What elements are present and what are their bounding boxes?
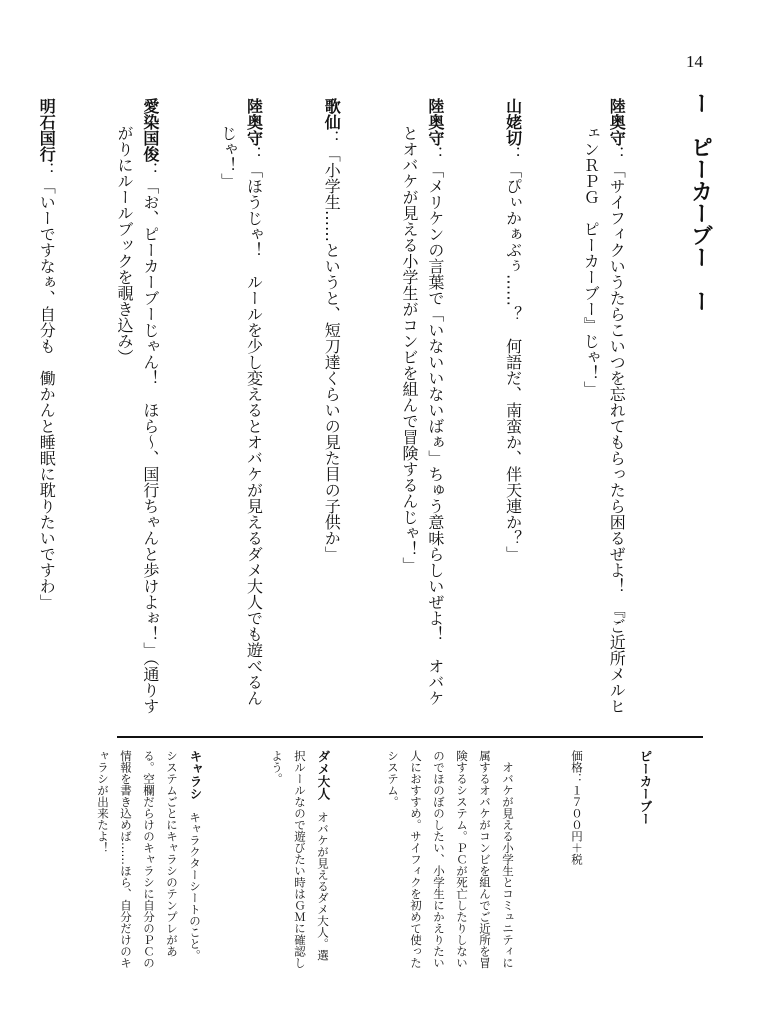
dialogue-line — [33, 98, 59, 720]
dialogue-line — [500, 98, 526, 720]
speaker-name: 明石国行 — [37, 98, 57, 162]
glossary-notes — [96, 750, 703, 970]
speaker-name: 山姥切 — [503, 98, 523, 146]
note-price: 価格：１７００円＋税 — [570, 750, 584, 865]
section-divider — [117, 736, 703, 738]
dialogue-line — [318, 98, 344, 720]
speaker-name: 陸奥守 — [607, 98, 627, 146]
dialogue-text: ：「サイフィクいうたらこいつを忘れてもらったら困るぜよ！ 『ご近所メルヒェンＲＰＧ ピーカーブー』じゃ！」 — [581, 125, 627, 714]
chapter-title-text: ー ピーカーブー ー — [687, 92, 713, 312]
page-number: 14 — [686, 52, 703, 71]
dialogue-text: ：「ほうじゃ！ ルールを少し変えるとオバケが見えるダメ大人でも遊べるんじゃ！」 — [218, 125, 264, 706]
dialogue-text: ：「いーですなぁ、自分も 働かんと睡眠に耽りたいですわ」 — [37, 162, 57, 610]
dialogue-line — [215, 98, 267, 720]
speaker-name: 陸奥守 — [425, 98, 445, 146]
dialogue-column — [37, 98, 681, 720]
speaker-name: 歌仙 — [322, 98, 342, 130]
speaker-name: 愛染国俊 — [140, 98, 160, 162]
dialogue-line — [396, 98, 448, 720]
dialogue-text: ：「メリケンの言葉で「いないいないばぁ」ちゅう意味らしいぜよ！ オバケとオバケが見える小学生がコンビを組んで冒険するんじゃ！」 — [399, 125, 445, 706]
dialogue-text: ：「ぴぃかぁぶぅ……？ 何語だ、南蛮か、伴天連か？」 — [503, 146, 523, 562]
dialogue-line — [111, 98, 163, 720]
chapter-title — [685, 92, 715, 332]
note-description: オバケが見える小学生とコミュニティに属するオバケがコンビを組んでご近所を冒険するシステム。ＰＣが死亡したりしないのでほのぼのしたい、小学生にかえりたい人におすすめ。サイフィクを初めて使ったシステム。 — [386, 750, 515, 969]
note-dame-term: ダメ大人 — [316, 750, 331, 800]
note-chara-text: キャラクターシートのこと。システムごとにキャラシのテンプレがある。空欄だらけのキャラシに自分のＰＣの情報を書き込めば……ほら、自分だけのキャラシが出来たよ！ — [96, 750, 202, 969]
note-chara-term: キャラシ — [188, 750, 203, 800]
note-title: ピーカーブー — [638, 750, 653, 825]
dialogue-text: ：「お、ピーカーブーじゃん！ ほら〜、国行ちゃんと歩けよぉ！」（通りすがりにルールブックを覗き込み） — [114, 125, 160, 714]
note-dame-text: オバケが見えるダメ大人。選択ルールなので遊びたい時はＧＭに確認しよう。 — [270, 750, 330, 969]
note-chara-entry — [91, 750, 207, 970]
note-dame-entry — [265, 750, 335, 970]
dialogue-line — [577, 98, 629, 720]
dialogue-text: ：「小学生……というと、短刀達くらいの見た目の子供か」 — [322, 130, 342, 562]
speaker-name: 陸奥守 — [244, 98, 264, 146]
